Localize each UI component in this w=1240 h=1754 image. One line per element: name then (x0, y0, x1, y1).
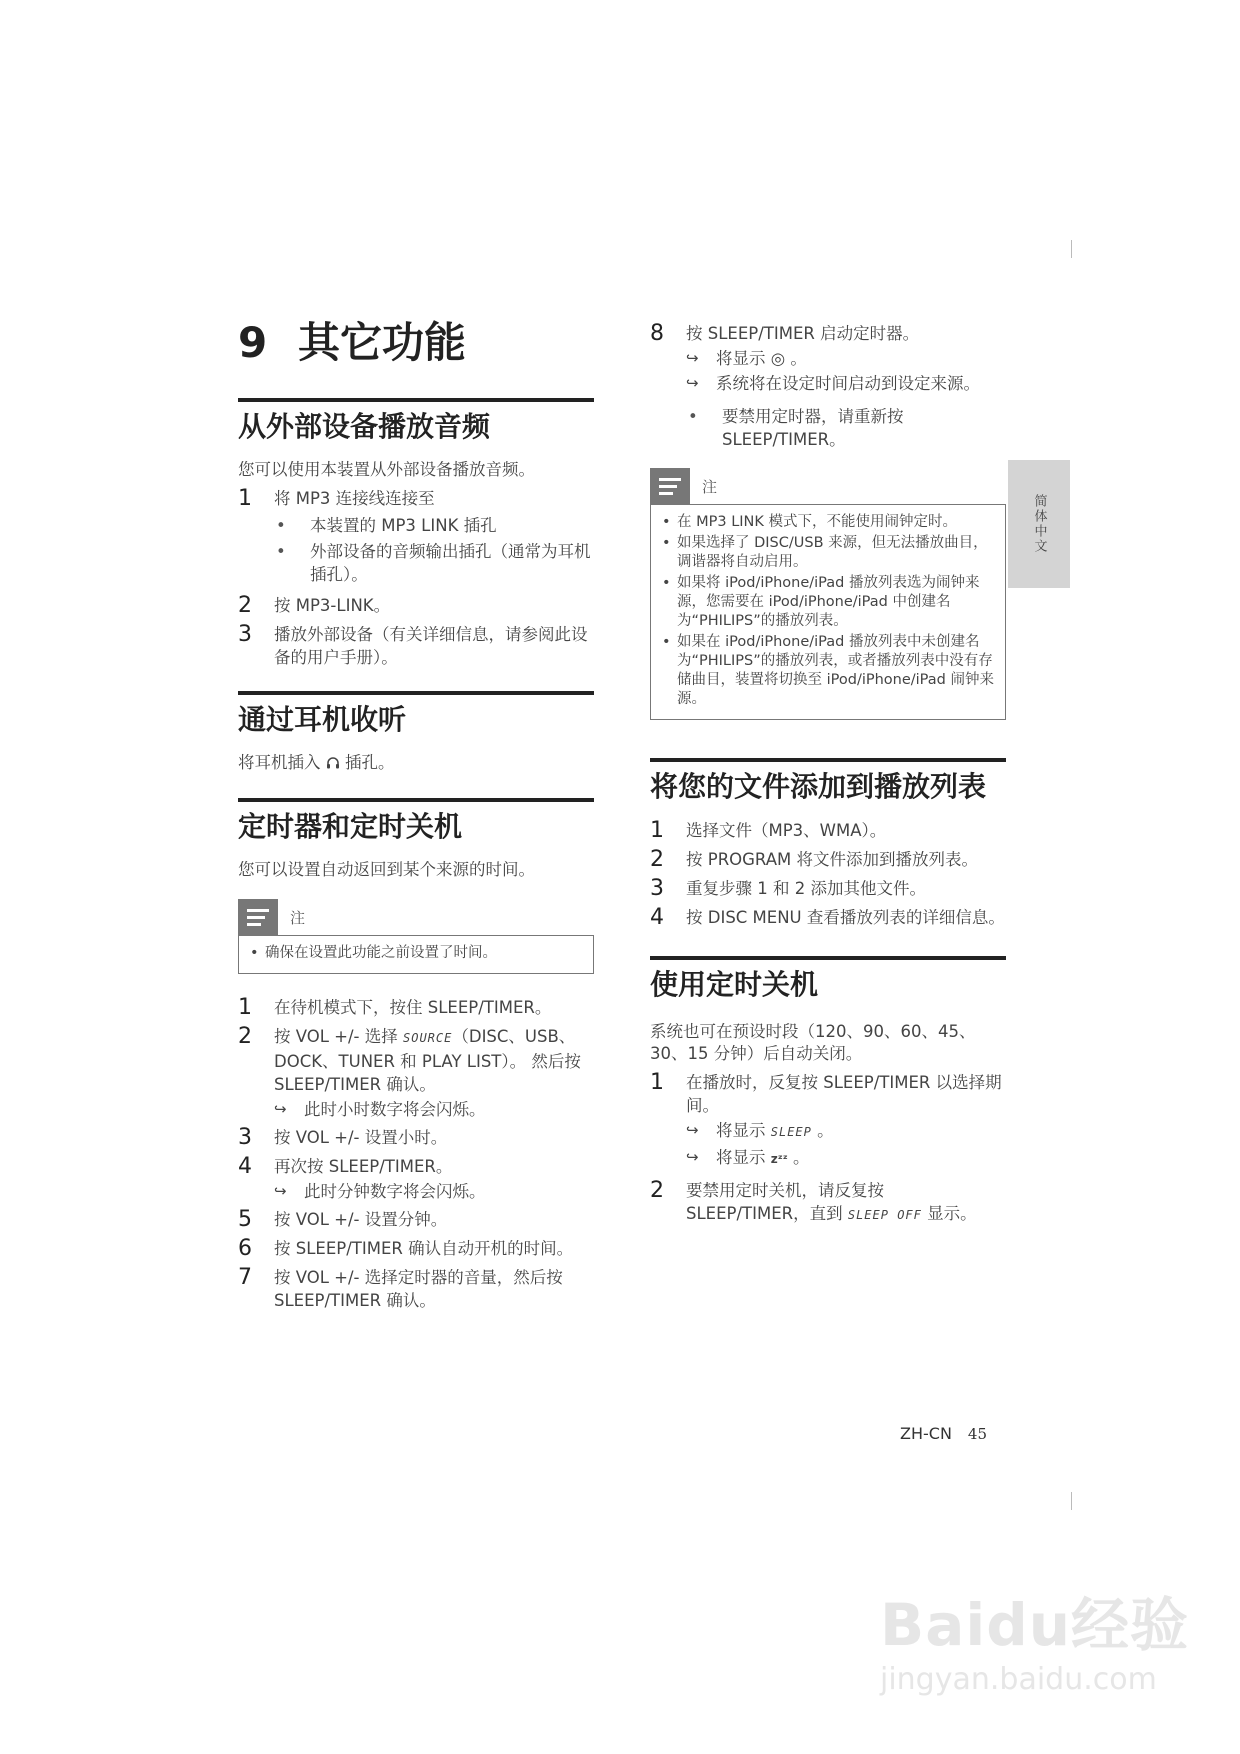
note-item: • 如果将 iPod/iPhone/iPad 播放列表选为闹钟来源，您需要在 iPod/iPhone/iPad 中创建名为“PHILIPS”的播放列表。 (661, 574, 995, 631)
step-number: 1 (650, 1070, 664, 1095)
step-text: 按 VOL +/- 设置分钟。 (274, 1210, 448, 1229)
step-text: 将 MP3 连接线连接至 (274, 489, 435, 508)
footer-lang: ZH-CN (900, 1424, 952, 1443)
step-number: 2 (650, 1178, 664, 1203)
step-text: 按 SLEEP/TIMER 确认自动开机的时间。 (274, 1239, 574, 1258)
step-number: 2 (650, 847, 664, 872)
step-text: 按 DISC MENU 查看播放列表的详细信息。 (686, 908, 1005, 927)
step-number: 8 (650, 321, 664, 346)
baidu-watermark (870, 1560, 1210, 1720)
note-item: • 如果在 iPod/iPhone/iPad 播放列表中未创建名为“PHILIPS”的播放列表，或者播放列表中没有存储曲目，装置将切换至 iPod/iPhone/iPad 闹钟来源。 (661, 633, 995, 709)
section-intro: 您可以设置自动返回到某个来源的时间。 (238, 860, 535, 879)
step-list (238, 487, 594, 669)
step-number: 3 (238, 622, 252, 647)
step-result: 此时小时数字将会闪烁。 (304, 1100, 486, 1119)
right-column (650, 322, 1006, 1233)
result-arrow-icon: ↪ (686, 349, 699, 367)
lcd-sleep-display: SLEEP (770, 1125, 812, 1139)
step-result: 将显示 zᶻᶻ 。 (716, 1148, 810, 1167)
step-text: 按 SLEEP/TIMER 启动定时器。 (686, 324, 920, 343)
step-number: 1 (650, 818, 664, 843)
step-item (650, 906, 1006, 930)
result-arrow-icon: ↪ (686, 1121, 699, 1139)
step-text: 按 MP3-LINK。 (274, 596, 391, 615)
step-number: 2 (238, 1024, 252, 1049)
section-title-sleep-timer: 使用定时关机 (650, 956, 1006, 1003)
step-list (650, 322, 1006, 454)
page-footer (900, 1424, 987, 1443)
note-item: • 如果选择了 DISC/USB 来源，但无法播放曲目，调谐器将自动启用。 (661, 534, 995, 572)
step-number: 2 (238, 593, 252, 618)
step-item (238, 1126, 594, 1150)
headphone-icon (326, 756, 340, 769)
step-item (238, 623, 594, 669)
section-title-playlist: 将您的文件添加到播放列表 (650, 758, 1006, 805)
section-intro: 系统也可在预设时段（120、90、60、45、30、15 分钟）后自动关闭。 (650, 1022, 976, 1063)
section-intro: 您可以使用本装置从外部设备播放音频。 (238, 460, 535, 479)
note-block (650, 468, 1006, 720)
result-arrow-icon: ↪ (274, 1182, 287, 1200)
note-item: • 确保在设置此功能之前设置了时间。 (249, 944, 583, 963)
step-text: 按 VOL +/- 设置小时。 (274, 1128, 448, 1147)
step-text: 播放外部设备（有关详细信息，请参阅此设备的用户手册）。 (274, 625, 588, 667)
step-number: 6 (238, 1236, 252, 1261)
step-number: 7 (238, 1265, 252, 1290)
step-text: 在待机模式下，按住 SLEEP/TIMER。 (274, 998, 552, 1017)
bullet-item: • 外部设备的音频输出插孔（通常为耳机插孔）。 (274, 540, 594, 586)
step-text: 选择文件（MP3、WMA）。 (686, 821, 887, 840)
note-item: • 在 MP3 LINK 模式下，不能使用闹钟定时。 (661, 513, 995, 532)
headphone-text-after: 插孔。 (339, 753, 395, 772)
step-number: 5 (238, 1207, 252, 1232)
step-list (238, 996, 594, 1312)
step-item (650, 1071, 1006, 1171)
step-text: 按 VOL +/- 选择定时器的音量，然后按 SLEEP/TIMER 确认。 (274, 1268, 563, 1310)
step-item (650, 848, 1006, 872)
step-item (238, 1237, 594, 1261)
step-text: 按 PROGRAM 将文件添加到播放列表。 (686, 850, 978, 869)
chapter-title (238, 318, 594, 368)
step-item (238, 996, 594, 1020)
lcd-sleep-off-display: SLEEP OFF (847, 1208, 922, 1222)
step-result: 系统将在设定时间启动到设定来源。 (716, 374, 980, 393)
note-label: 注 (702, 477, 718, 496)
result-arrow-icon: ↪ (274, 1100, 287, 1118)
section-title-timer: 定时器和定时关机 (238, 798, 594, 845)
bullet-list (274, 514, 594, 586)
step-number: 1 (238, 995, 252, 1020)
step-text: 要禁用定时关机，请反复按 SLEEP/TIMER，直到 SLEEP OFF 显示。 (686, 1181, 977, 1223)
section-title-external-audio: 从外部设备播放音频 (238, 398, 594, 445)
note-icon (650, 468, 690, 504)
step-item (238, 487, 594, 589)
step-result: 此时分钟数字将会闪烁。 (304, 1182, 486, 1201)
step-item (238, 594, 594, 618)
chapter-number: 9 (238, 318, 268, 367)
margin-tick (1071, 240, 1072, 258)
step-item (238, 1025, 594, 1121)
watermark-url: jingyan.baidu.com (880, 1662, 1157, 1697)
headphone-text (238, 752, 594, 774)
watermark-logo-text: Baidu经验 (880, 1591, 1190, 1659)
step-number: 4 (650, 905, 664, 930)
note-box (650, 504, 1006, 720)
step-item (650, 877, 1006, 901)
step-item (650, 322, 1006, 454)
step-text: 重复步骤 1 和 2 添加其他文件。 (686, 879, 926, 898)
section-title-headphones: 通过耳机收听 (238, 691, 594, 738)
chapter-name: 其它功能 (298, 318, 467, 367)
step-item (238, 1208, 594, 1232)
sleep-zzz-symbol: zᶻᶻ (770, 1152, 788, 1166)
alarm-symbol: ◎ (770, 349, 786, 368)
lcd-source-display: SOURCE (403, 1031, 453, 1045)
note-icon (238, 899, 278, 935)
page-number: 45 (967, 1425, 987, 1443)
step-item (650, 819, 1006, 843)
step-item (650, 1179, 1006, 1227)
step-text: 再次按 SLEEP/TIMER。 (274, 1157, 453, 1176)
margin-tick (1071, 1492, 1072, 1510)
bullet-item: • 本装置的 MP3 LINK 插孔 (274, 514, 594, 537)
step-number: 4 (238, 1154, 252, 1179)
step-item (238, 1155, 594, 1203)
language-tab-label: 简体中文 (1031, 494, 1047, 554)
step-list (650, 1071, 1006, 1227)
step-result: 将显示 ◎ 。 (716, 349, 807, 368)
result-arrow-icon: ↪ (686, 374, 699, 392)
step-number: 3 (238, 1125, 252, 1150)
step-item (238, 1266, 594, 1312)
step-number: 3 (650, 876, 664, 901)
left-column (238, 318, 594, 1318)
step-result: 将显示 SLEEP 。 (716, 1121, 834, 1140)
step-number: 1 (238, 486, 252, 511)
bullet-item: • 要禁用定时器，请重新按 SLEEP/TIMER。 (686, 405, 1006, 451)
note-box (238, 935, 594, 974)
headphone-text-before: 将耳机插入 (238, 753, 326, 772)
result-arrow-icon: ↪ (686, 1148, 699, 1166)
step-text: 按 VOL +/- 选择 SOURCE（DISC、USB、DOCK、TUNER 和 PLAY LIST）。 然后按 SLEEP/TIMER 确认。 (274, 1027, 581, 1094)
language-side-tab (1008, 460, 1070, 588)
note-block (238, 899, 594, 974)
bullet-list (686, 405, 1006, 451)
step-list (650, 819, 1006, 930)
note-label: 注 (290, 908, 306, 927)
step-text: 在播放时，反复按 SLEEP/TIMER 以选择期间。 (686, 1073, 1002, 1115)
